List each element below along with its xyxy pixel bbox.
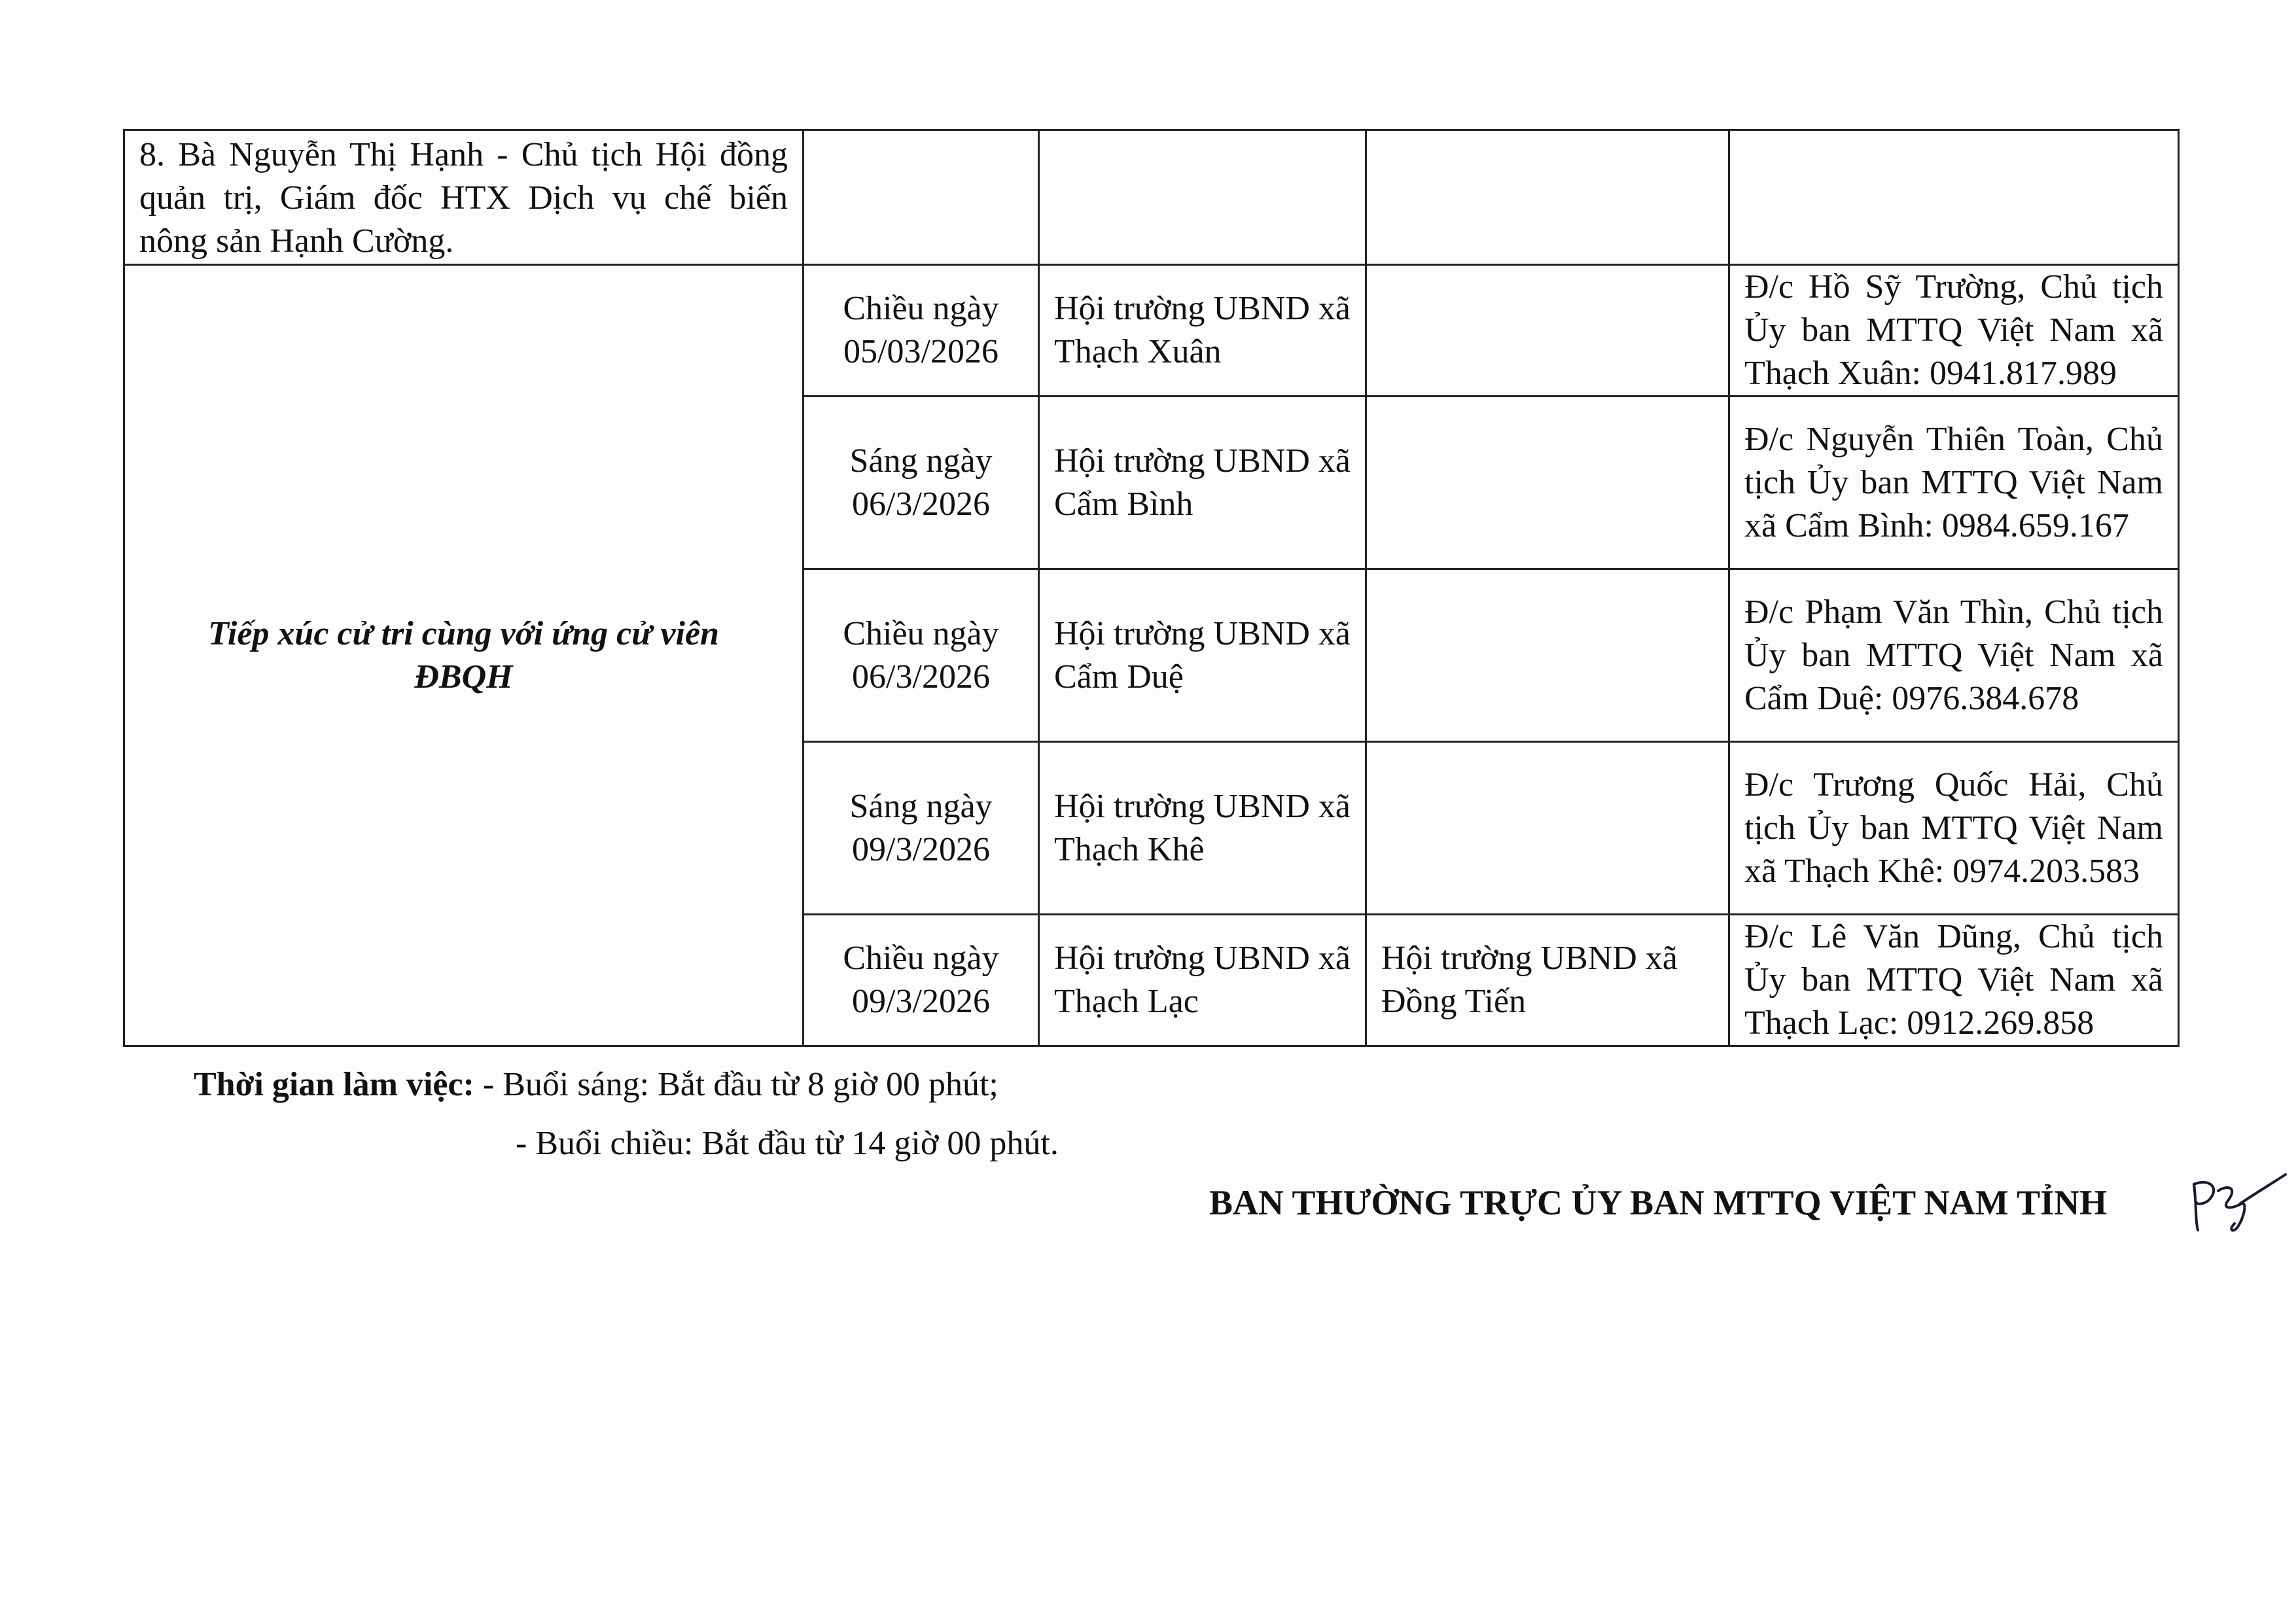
place-cell: Hội trường UBND xã Cẩm Bình [1039, 397, 1366, 569]
schedule-table [123, 129, 2180, 1047]
contact-cell: Đ/c Lê Văn Dũng, Chủ tịch Ủy ban MTTQ Việt Nam xã Thạch Lạc: 0912.269.858 [1729, 915, 2179, 1046]
time-cell [804, 742, 1039, 915]
place-cell: Hội trường UBND xã Thạch Khê [1039, 742, 1366, 915]
morning-hours: - Buổi sáng: Bắt đầu từ 8 giờ 00 phút; [474, 1066, 998, 1103]
place-cell: Hội trường UBND xã Thạch Lạc [1039, 915, 1366, 1046]
date: 06/3/2026 [852, 658, 990, 696]
empty-cell [1729, 130, 2179, 265]
time-cell [804, 569, 1039, 742]
alt-place-cell [1366, 742, 1729, 915]
empty-cell [1366, 130, 1729, 265]
time-cell [804, 265, 1039, 397]
time-part: Sáng ngày [849, 442, 993, 480]
place-cell: Hội trường UBND xã Thạch Xuân [1039, 265, 1366, 397]
time-part: Chiều ngày [843, 290, 999, 327]
empty-cell [804, 130, 1039, 265]
table-row [124, 265, 2179, 397]
time-part: Chiều ngày [843, 940, 999, 977]
group-label-line2: ĐBQH [414, 658, 513, 696]
empty-cell [1039, 130, 1366, 265]
candidate-description: 8. Bà Nguyễn Thị Hạnh - Chủ tịch Hội đồng quản trị, Giám đốc HTX Dịch vụ chế biến nông sản Hạnh Cường. [124, 130, 804, 265]
group-label-line1: Tiếp xúc cử tri cùng với ứng cử viên [208, 614, 719, 652]
date: 09/3/2026 [852, 983, 990, 1020]
group-label [124, 265, 804, 1046]
date: 05/03/2026 [843, 333, 998, 370]
contact-cell: Đ/c Phạm Văn Thìn, Chủ tịch Ủy ban MTTQ Việt Nam xã Cẩm Duệ: 0976.384.678 [1729, 569, 2179, 742]
date: 09/3/2026 [852, 830, 990, 868]
date: 06/3/2026 [852, 485, 990, 523]
time-cell [804, 915, 1039, 1046]
alt-place-cell: Hội trường UBND xã Đồng Tiến [1366, 915, 1729, 1046]
handwritten-signature [2182, 1165, 2287, 1237]
contact-cell: Đ/c Nguyễn Thiên Toàn, Chủ tịch Ủy ban MTTQ Việt Nam xã Cẩm Bình: 0984.659.167 [1729, 397, 2179, 569]
contact-cell: Đ/c Hồ Sỹ Trường, Chủ tịch Ủy ban MTTQ Việt Nam xã Thạch Xuân: 0941.817.989 [1729, 265, 2179, 397]
place-cell: Hội trường UBND xã Cẩm Duệ [1039, 569, 1366, 742]
contact-cell: Đ/c Trương Quốc Hải, Chủ tịch Ủy ban MTTQ Việt Nam xã Thạch Khê: 0974.203.583 [1729, 742, 2179, 915]
time-part: Sáng ngày [849, 787, 993, 825]
working-hours [194, 1063, 1059, 1162]
table-row [124, 130, 2179, 265]
time-part: Chiều ngày [843, 614, 999, 652]
alt-place-cell [1366, 397, 1729, 569]
signing-authority-title: BAN THƯỜNG TRỰC ỦY BAN MTTQ VIỆT NAM TỈNH [1209, 1183, 2108, 1222]
working-hours-label: Thời gian làm việc: [194, 1066, 474, 1103]
time-cell [804, 397, 1039, 569]
alt-place-cell [1366, 265, 1729, 397]
afternoon-hours: - Buổi chiều: Bắt đầu từ 14 giờ 00 phút. [516, 1125, 1059, 1162]
working-hours-morning-line [194, 1063, 998, 1106]
alt-place-cell [1366, 569, 1729, 742]
